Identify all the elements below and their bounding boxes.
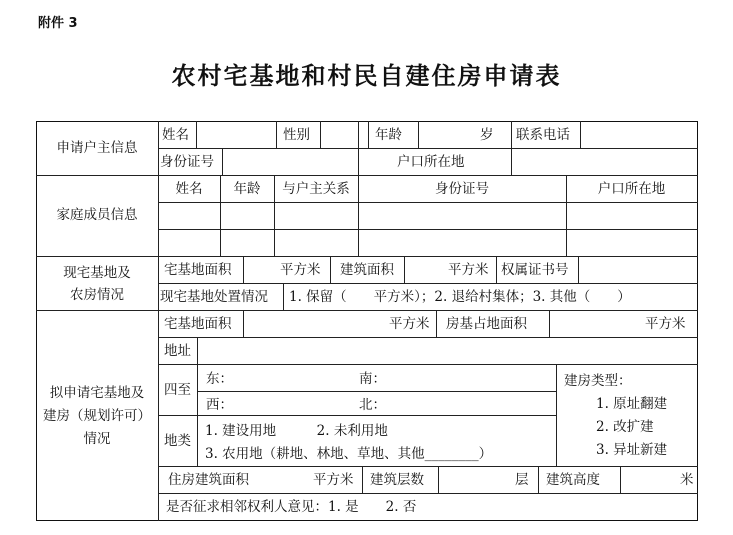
build-type-option-3[interactable]: 3. 异址新建 bbox=[596, 442, 668, 458]
family-header-relation: 与户主关系 bbox=[282, 181, 350, 197]
floors-field[interactable] bbox=[439, 467, 513, 492]
current-building-area-label: 建筑面积 bbox=[340, 262, 394, 278]
height-unit: 米 bbox=[680, 472, 694, 488]
boundary-west-field[interactable] bbox=[236, 392, 352, 414]
floors-label: 建筑层数 bbox=[370, 472, 424, 488]
current-disposal-label: 现宅基地处置情况 bbox=[160, 289, 268, 305]
build-type-option-1[interactable]: 1. 原址翻建 bbox=[596, 396, 668, 412]
family-header-hukou: 户口所在地 bbox=[597, 181, 666, 197]
boundary-west-label: 西： bbox=[206, 397, 233, 413]
floors-unit: 层 bbox=[515, 472, 529, 488]
build-type-label: 建房类型： bbox=[564, 373, 632, 389]
applicant-id-field[interactable] bbox=[223, 149, 357, 174]
current-area-unit: 平方米 bbox=[280, 262, 321, 278]
applicant-id-label: 身份证号 bbox=[160, 154, 214, 170]
housing-area-unit: 平方米 bbox=[313, 472, 354, 488]
height-label: 建筑高度 bbox=[546, 472, 600, 488]
land-type-label: 地类 bbox=[164, 433, 191, 449]
boundary-east-field[interactable] bbox=[236, 366, 352, 390]
family-header-id: 身份证号 bbox=[435, 181, 489, 197]
proposed-area-unit: 平方米 bbox=[389, 316, 430, 332]
applicant-age-field[interactable] bbox=[419, 122, 479, 147]
build-type-option-2[interactable]: 2. 改扩建 bbox=[596, 419, 654, 435]
section-applicant: 申请户主信息 bbox=[56, 140, 138, 156]
section-current-line2: 农房情况 bbox=[70, 287, 124, 303]
current-cert-field[interactable] bbox=[579, 257, 696, 282]
proposed-address-field[interactable] bbox=[198, 338, 696, 363]
boundary-north-field[interactable] bbox=[389, 392, 549, 414]
applicant-name-field[interactable] bbox=[197, 122, 275, 147]
current-homestead-area-label: 宅基地面积 bbox=[164, 262, 232, 278]
family-header-name: 姓名 bbox=[175, 181, 203, 197]
proposed-homestead-area-label: 宅基地面积 bbox=[164, 316, 232, 332]
section-proposed-line2: 建房（规划许可） bbox=[43, 408, 151, 424]
applicant-gender-label: 性别 bbox=[283, 127, 310, 143]
applicant-age-unit: 岁 bbox=[480, 127, 494, 143]
proposed-boundaries-label: 四至 bbox=[164, 382, 191, 398]
height-field[interactable] bbox=[621, 467, 676, 492]
family-row-1[interactable] bbox=[159, 203, 697, 228]
applicant-name-label: 姓名 bbox=[162, 127, 189, 143]
housing-area-label: 住房建筑面积 bbox=[168, 472, 249, 488]
proposed-footprint-label: 房基占地面积 bbox=[446, 316, 527, 332]
applicant-hukou-label: 户口所在地 bbox=[397, 154, 465, 170]
applicant-age-label: 年龄 bbox=[375, 127, 402, 143]
proposed-footprint-field[interactable] bbox=[550, 311, 640, 336]
applicant-phone-field[interactable] bbox=[581, 122, 696, 147]
applicant-gender-field[interactable] bbox=[321, 122, 357, 147]
current-cert-label: 权属证书号 bbox=[501, 262, 569, 278]
proposed-homestead-area-field[interactable] bbox=[244, 311, 384, 336]
neighbor-consent[interactable]: 是否征求相邻权利人意见：1. 是 2. 否 bbox=[166, 499, 417, 515]
section-proposed-line1: 拟申请宅基地及 bbox=[49, 385, 145, 401]
boundary-north-label: 北： bbox=[359, 397, 386, 413]
boundary-south-label: 南： bbox=[359, 371, 386, 387]
attachment-label: 附件 3 bbox=[38, 16, 78, 31]
land-type-options-line1[interactable]: 1. 建设用地 2. 未利用地 bbox=[205, 423, 388, 439]
section-family: 家庭成员信息 bbox=[56, 207, 138, 223]
section-current-line1: 现宅基地及 bbox=[63, 265, 131, 281]
proposed-footprint-unit: 平方米 bbox=[645, 316, 686, 332]
housing-area-field[interactable] bbox=[260, 467, 310, 492]
form-title: 农村宅基地和村民自建住房申请表 bbox=[171, 61, 562, 90]
land-type-options-line2[interactable]: 3. 农用地（耕地、林地、草地、其他________） bbox=[205, 446, 493, 462]
boundary-south-field[interactable] bbox=[389, 366, 549, 390]
current-disposal-options[interactable]: 1. 保留（ 平方米）；2. 退给村集体；3. 其他（ ） bbox=[289, 289, 631, 305]
boundary-east-label: 东： bbox=[206, 371, 233, 387]
family-row-2[interactable] bbox=[159, 230, 697, 255]
family-header-age: 年龄 bbox=[233, 181, 261, 197]
proposed-address-label: 地址 bbox=[164, 343, 191, 359]
current-building-area-field[interactable] bbox=[405, 257, 445, 282]
section-proposed-line3: 情况 bbox=[83, 431, 111, 447]
current-building-unit: 平方米 bbox=[448, 262, 489, 278]
current-homestead-area-field[interactable] bbox=[244, 257, 278, 282]
applicant-hukou-field[interactable] bbox=[512, 149, 696, 174]
applicant-phone-label: 联系电话 bbox=[516, 127, 570, 143]
